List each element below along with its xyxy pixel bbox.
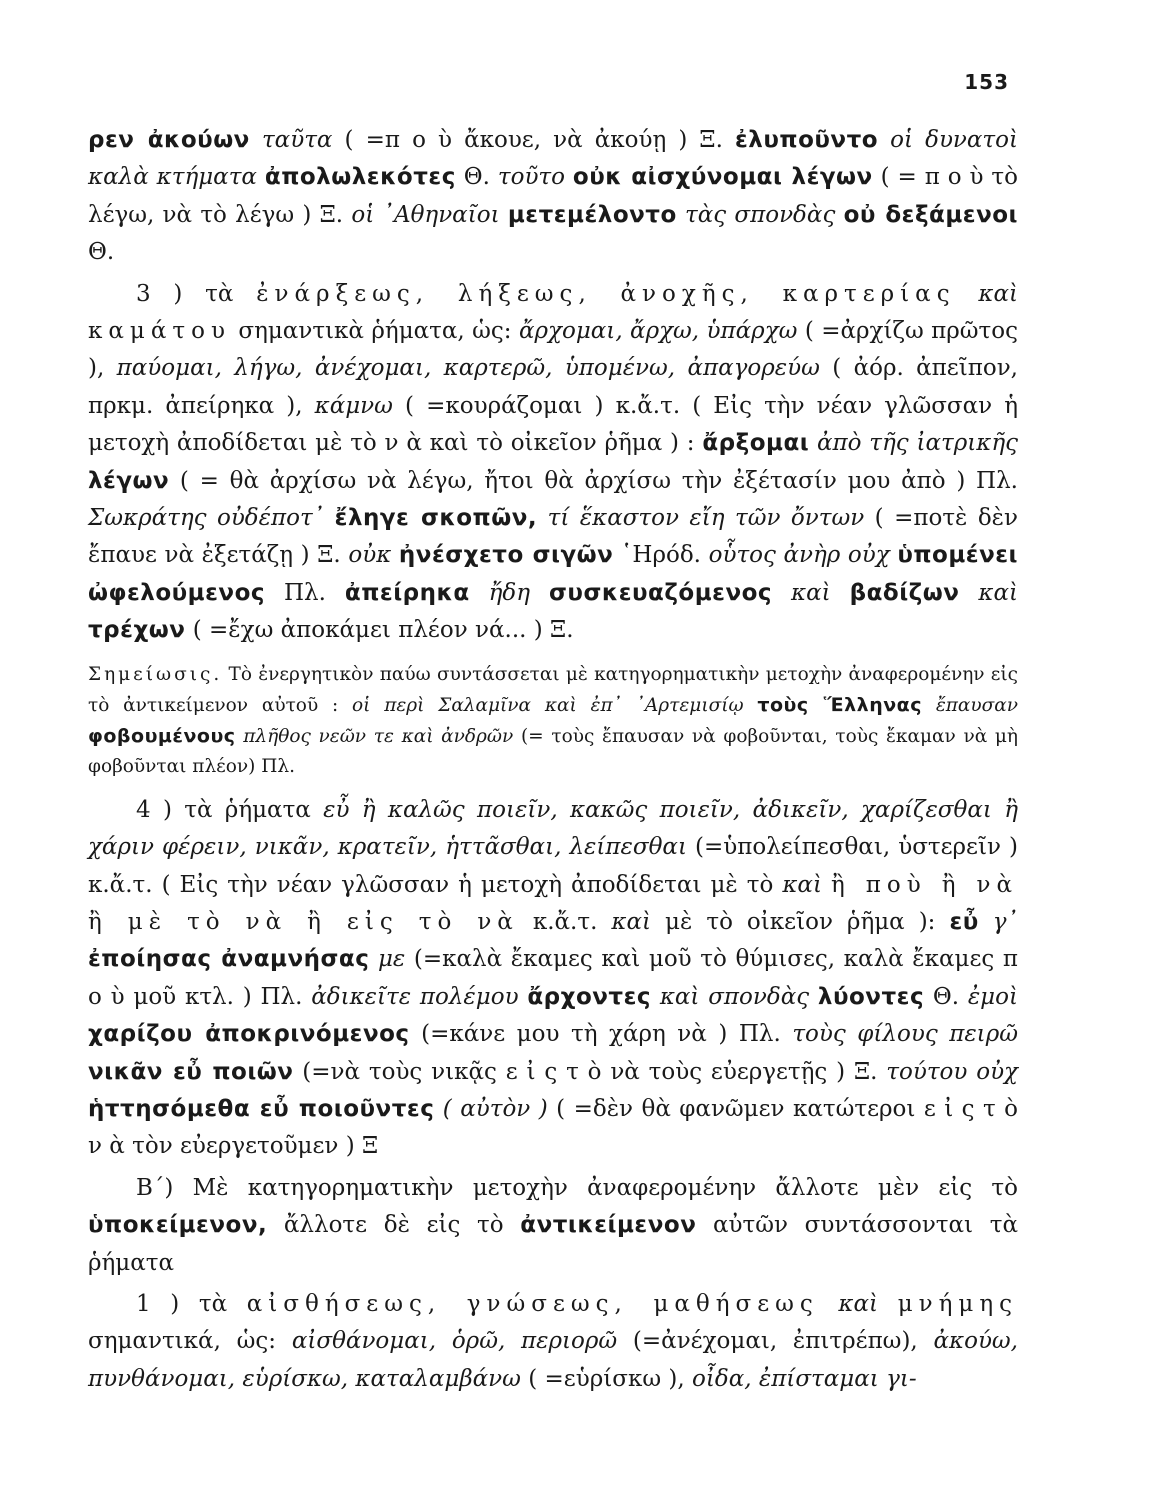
text-run: (=ὑπολείπεσθαι, ὑστερεῖν ) κ.ἄ.τ. ( Εἰς τὴν νέαν γλῶσσαν ἡ μετοχὴ ἀποδίδεται μὲ τὸ bbox=[88, 834, 1019, 898]
paragraph bbox=[88, 1170, 1018, 1282]
text-run: ( =εὑρίσκω ), bbox=[520, 1365, 692, 1392]
italic-phrase: αἰσθάνομαι, ὁρῶ, περιορῶ bbox=[291, 1328, 618, 1355]
text-run: Πλ. bbox=[265, 579, 345, 606]
text-run: ( =ἔχω ἀποκάμει πλέον νά... ) Ξ. bbox=[185, 617, 574, 644]
italic-phrase: τοὺς φίλους πειρῶ bbox=[792, 1021, 1018, 1048]
text-run bbox=[324, 505, 334, 531]
text-run: ( = π ο ὺ τὸ λέγω, νὰ τὸ λέγω ) Ξ. bbox=[88, 164, 1018, 228]
text-run: 1 ) τὰ bbox=[136, 1290, 247, 1317]
text-run bbox=[772, 580, 791, 606]
bold-term: ἀπολωλεκότες bbox=[264, 164, 456, 191]
text-run bbox=[565, 164, 573, 190]
paragraph bbox=[88, 276, 1018, 650]
bold-term: ἠνέσχετο σιγῶν bbox=[398, 542, 614, 569]
italic-phrase: ἤδη bbox=[488, 579, 531, 606]
bold-term: οὐκ αἰσχύνομαι λέγων bbox=[572, 164, 873, 191]
italic-phrase: τὰς σπονδὰς bbox=[685, 201, 836, 228]
bold-term: ἀντικείμενον bbox=[520, 1212, 697, 1239]
bold-term: μετεμέλοντο bbox=[507, 201, 677, 228]
italic-phrase: ἄρχομαι, ἄρχω, ὑπάρχω bbox=[518, 318, 798, 345]
text-run: (=ἀνέχομαι, ἐπιτρέπω), bbox=[617, 1328, 934, 1355]
italic-phrase: ἐμοὶ bbox=[967, 983, 1018, 1010]
text-run bbox=[831, 580, 850, 606]
italic-phrase: οἱ ᾿Αθηναῖοι bbox=[351, 201, 500, 228]
text-run: Τὸ ἐνεργητικὸν παύω συντάσσεται μὲ κατηγορηματικὴν μετοχὴν ἀναφερομένην εἰς τὸ ἀντικείμενον αὐτοῦ : bbox=[88, 663, 1018, 716]
text-run: (=κάνε μου τὴ χάρη νὰ ) Πλ. bbox=[409, 1021, 793, 1048]
bold-term: ἡττησόμεθα εὖ ποιοῦντες bbox=[88, 1095, 435, 1122]
note-paragraph bbox=[88, 660, 1018, 782]
text-run: ( =ἀρχίζω πρῶτος ), bbox=[88, 318, 1018, 382]
text-run bbox=[257, 164, 265, 190]
bold-term: ἔληγε σκοπῶν, bbox=[334, 505, 538, 532]
italic-phrase: γ᾿ bbox=[992, 908, 1019, 935]
text-run bbox=[369, 946, 378, 972]
text-run bbox=[822, 872, 831, 898]
bold-term: συσκευαζόμενος bbox=[549, 579, 773, 606]
italic-phrase: τούτου οὐχ bbox=[886, 1058, 1018, 1085]
page-number: 153 bbox=[964, 70, 1009, 94]
text-run bbox=[530, 580, 549, 606]
italic-phrase: ταῦτα bbox=[261, 127, 333, 153]
italic-phrase: ( αὐτὸν ) bbox=[442, 1095, 548, 1122]
text-run: ῾Ηρόδ. bbox=[613, 542, 709, 569]
bold-term: οὐ δεξάμενοι bbox=[843, 201, 1019, 228]
italic-phrase: καὶ σπονδὰς bbox=[659, 983, 810, 1010]
text-run: (=καλὰ ἔκαμες καὶ μοῦ τὸ θύμισες, καλὰ ἔκαμες π ο ὺ μοῦ κτλ. ) Πλ. bbox=[88, 946, 1018, 1010]
text-run bbox=[922, 695, 936, 716]
text-run bbox=[651, 984, 660, 1010]
text-run bbox=[878, 1291, 898, 1317]
text-run: σημαντικά, ὡς: bbox=[88, 1328, 292, 1355]
bold-term: φοβουμένους bbox=[88, 724, 236, 747]
italic-phrase: καὶ bbox=[782, 871, 822, 898]
spaced-emphasis: ἐνάρξεως, λήξεως, ἀνοχῆς, καρτερίας bbox=[256, 280, 956, 307]
italic-phrase: καὶ bbox=[838, 1290, 879, 1317]
italic-phrase: τί ἕκαστον εἴη τῶν ὄντων bbox=[547, 505, 865, 532]
italic-phrase: ἀκούω, πυνθάνομαι, εὑρίσκω, καταλαμβάνω bbox=[88, 1328, 1018, 1392]
bold-term: νικᾶν εὖ ποιῶν bbox=[88, 1058, 294, 1085]
text-run: ( ἀόρ. ἀπεῖπον, πρκμ. ἀπείρηκα ), bbox=[88, 355, 1018, 419]
text-run: ( =δὲν θὰ φανῶμεν κατώτεροι ε ἰ ς τ ὸ ν ὰ τὸν εὐεργετοῦμεν ) Ξ bbox=[88, 1095, 1019, 1160]
italic-phrase: παύομαι, λήγω, ἀνέχομαι, καρτερῶ, ὑπομένω, ἀπαγορεύω bbox=[116, 355, 820, 382]
text-run: αὐτῶν συντάσσονται τὰ ῥήματα bbox=[88, 1212, 1018, 1276]
spaced-emphasis: καμάτου bbox=[88, 318, 231, 345]
text-run: ( =κουράζομαι ) κ.ἄ.τ. ( Εἰς τὴν νέαν γλῶσσαν ἡ μετοχὴ ἀποδίδεται μὲ τὸ ν ὰ καὶ τὸ οἰκεῖον ῥῆμα ) : bbox=[88, 392, 1019, 457]
italic-phrase: ἀδικεῖτε πολέμου bbox=[311, 983, 519, 1010]
bold-term: ρεν ἀκούων bbox=[88, 127, 250, 153]
bold-term: λέγων bbox=[88, 467, 170, 494]
italic-phrase: ἔπαυσαν bbox=[935, 694, 1019, 716]
text-run bbox=[391, 542, 399, 568]
spaced-emphasis: ἢ ποὺ ἢ νὰ ἢ μὲ τὸ νὰ ἢ εἰς τὸ νὰ bbox=[88, 871, 1019, 935]
bold-term: τοὺς Ἕλληνας bbox=[757, 693, 922, 716]
text-run: ( =π ο ὺ ἄκουε, νὰ ἀκούῃ ) Ξ. bbox=[332, 127, 735, 153]
text-run bbox=[835, 202, 843, 228]
text-run bbox=[979, 909, 993, 935]
text-run: σημαντικὰ ῥήματα, ὡς: bbox=[230, 318, 519, 345]
text-run: μὲ τὸ οἰκεῖον ῥῆμα ): bbox=[651, 908, 950, 935]
italic-phrase: εὖ ἢ καλῶς ποιεῖν, κακῶς ποιεῖν, ἀδικεῖν, χαρίζεσθαι ἢ χάριν φέρειν, νικᾶν, κρατεῖν, ἡττᾶσθαι, λείπεσθαι bbox=[88, 796, 1018, 861]
spaced-emphasis: αἰσθήσεως, γνώσεως, μαθήσεως bbox=[246, 1290, 819, 1317]
italic-phrase: οἱ περὶ Σαλαμῖνα καὶ ἐπ᾿ ᾿Αρτεμισίῳ bbox=[352, 694, 744, 716]
text-run: (=νὰ τοὺς νικᾷς ε ἰ ς τ ὸ νὰ τοὺς εὐεργετῇς ) Ξ. bbox=[293, 1058, 887, 1085]
italic-phrase: με bbox=[377, 946, 406, 973]
text-run: ἄλλοτε δὲ εἰς τὸ bbox=[267, 1212, 521, 1239]
italic-phrase: ἀπὸ τῆς ἰατρικῆς bbox=[817, 430, 1019, 457]
italic-phrase: καὶ bbox=[978, 280, 1019, 307]
bold-term: ἀπείρηκα bbox=[344, 579, 470, 606]
italic-phrase: τοῦτο bbox=[497, 164, 565, 191]
text-run: Θ. bbox=[924, 983, 968, 1010]
text-run: 4 ) τὰ ῥήματα bbox=[136, 796, 324, 823]
paragraph bbox=[88, 1286, 1018, 1398]
text-run bbox=[819, 1291, 839, 1317]
text-run bbox=[744, 695, 758, 716]
spaced-emphasis: μνήμης bbox=[897, 1290, 1019, 1317]
bold-term: βαδίζων bbox=[849, 579, 960, 606]
bold-term: ἐποίησας ἀναμνήσας bbox=[88, 946, 370, 973]
spaced-emphasis: Σημείωσις. bbox=[88, 663, 223, 685]
bold-term: ἄρχοντες bbox=[527, 983, 652, 1010]
italic-phrase: κάμνω bbox=[314, 392, 393, 419]
bold-term: λύοντες bbox=[817, 983, 925, 1010]
text-run: 3 ) τὰ bbox=[136, 280, 257, 307]
text-run bbox=[537, 505, 547, 531]
text-run: Β΄) Μὲ κατηγορηματικὴν μετοχὴν ἀναφερομένην ἄλλοτε μὲν εἰς τὸ bbox=[136, 1174, 1018, 1201]
bold-term: ἐλυποῦντο bbox=[734, 127, 879, 153]
text-run bbox=[809, 984, 818, 1010]
text-run bbox=[250, 127, 262, 153]
bold-term: ὑποκείμενον, bbox=[88, 1212, 268, 1239]
text-run bbox=[878, 127, 890, 153]
italic-phrase: Σωκράτης οὐδέποτ᾿ bbox=[88, 505, 325, 532]
bold-term: εὖ bbox=[949, 908, 979, 935]
text-run bbox=[809, 430, 817, 456]
text-run bbox=[500, 202, 508, 228]
text-run bbox=[956, 281, 979, 307]
italic-phrase: οἱ δυνατοὶ καλὰ κτήματα bbox=[88, 127, 1019, 191]
italic-phrase: καὶ bbox=[791, 579, 831, 606]
text-run bbox=[470, 580, 489, 606]
italic-phrase: καὶ bbox=[611, 908, 652, 935]
bold-term: ὑπομένει ὠφελούμενος bbox=[88, 542, 1019, 606]
text-run bbox=[959, 580, 978, 606]
text-run: κ.ἄ.τ. bbox=[518, 908, 612, 935]
text-run: Θ. bbox=[88, 239, 115, 266]
italic-phrase: οὐκ bbox=[348, 542, 392, 569]
text-run bbox=[434, 1096, 442, 1122]
text-body bbox=[88, 122, 1018, 1398]
paragraph bbox=[88, 792, 1018, 1166]
text-run bbox=[677, 202, 685, 228]
text-run: ( =ποτὲ δὲν ἔπαυε νὰ ἐξετάζῃ ) Ξ. bbox=[88, 505, 1018, 569]
italic-phrase: οὗτος ἀνὴρ οὐχ bbox=[708, 542, 890, 569]
paragraph bbox=[88, 122, 1018, 272]
bold-term: ἄρξομαι bbox=[702, 430, 810, 457]
bold-term: τρέχων bbox=[88, 617, 186, 644]
italic-phrase: πλῆθος νεῶν τε καὶ ἀνδρῶν bbox=[243, 725, 514, 747]
text-run: (= τοὺς ἔπαυσαν νὰ φοβοῦνται, τοὺς ἔκαμαν νὰ μὴ φοβοῦνται πλέον) Πλ. bbox=[88, 725, 1018, 777]
text-run: Θ. bbox=[455, 164, 498, 191]
bold-term: χαρίζου ἀποκρινόμενος bbox=[88, 1021, 410, 1048]
italic-phrase: καὶ bbox=[978, 579, 1019, 606]
text-run: ( = θὰ ἀρχίσω νὰ λέγω, ἤτοι θὰ ἀρχίσω τὴν ἐξέτασίν μου ἀπὸ ) Πλ. bbox=[169, 467, 1018, 494]
italic-phrase: οἶδα, ἐπίσταμαι γι- bbox=[691, 1365, 917, 1392]
